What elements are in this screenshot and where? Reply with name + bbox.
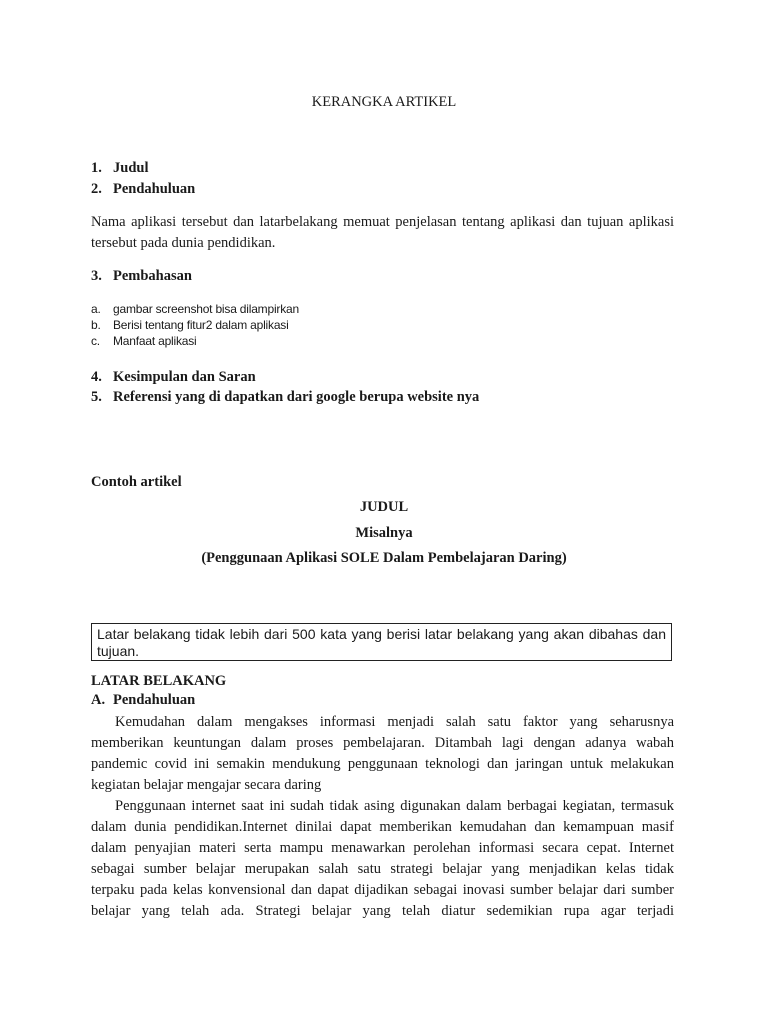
outline-label: Pendahuluan [113, 181, 196, 197]
paragraph-line: terpaku pada kelas konvensional dan dapat dijadikan sebagai inovasi sumber belajar dari sumber [91, 882, 674, 898]
example-misalnya: Misalnya [355, 525, 413, 541]
outline-item-judul [91, 160, 148, 177]
outline-number: 2. [91, 181, 102, 197]
paragraph-line: Kemudahan dalam mengakses informasi menjadi salah satu faktor yang seharusnya [115, 714, 674, 730]
intro-paragraph [91, 212, 674, 254]
paragraph-line: dalam dunia pendidikan.Internet dinilai dapat memberikan kemudahan dan kemampuan masif [91, 819, 674, 835]
outline-label: Judul [113, 160, 149, 176]
paragraph-line: Penggunaan internet saat ini sudah tidak asing digunakan dalam berbagai kegiatan, termasuk [115, 798, 674, 814]
sub-item [91, 302, 299, 316]
paragraph-line: belajar yang telah ada. Strategi belajar yang telah diatur sedemikian rupa agar terjadi [91, 903, 674, 919]
section-heading: LATAR BELAKANG [91, 673, 227, 689]
sub-item-text: Berisi tentang fitur2 dalam aplikasi [113, 318, 289, 332]
sub-item [91, 318, 289, 332]
paragraph-2 [91, 796, 674, 922]
outline-label: Pembahasan [113, 268, 192, 284]
paragraph-line: memberikan keuntungan dalam proses pembelajaran. Ditambah lagi dengan adanya wabah [91, 735, 674, 751]
paragraph-line: sebagai sumber belajar merupakan salah satu strategi belajar yang menjadikan kelas tidak [91, 861, 674, 877]
sub-item-letter: a. [91, 302, 101, 316]
outline-item-referensi [91, 389, 479, 406]
outline-number: 1. [91, 160, 102, 176]
subsection-letter: A. [91, 692, 106, 708]
subsection-title: Pendahuluan [113, 692, 196, 708]
outline-number: 5. [91, 389, 102, 405]
sub-item [91, 334, 197, 348]
note-line: Latar belakang tidak lebih dari 500 kata yang berisi latar belakang yang akan dibahas dan [97, 626, 666, 642]
outline-label: Referensi yang di dapatkan dari google berupa website nya [113, 389, 480, 405]
paragraph-1 [91, 712, 674, 796]
outline-number: 3. [91, 268, 102, 284]
sub-item-letter: b. [91, 318, 101, 332]
note-line: tujuan. [97, 643, 140, 659]
sub-item-text: gambar screenshot bisa dilampirkan [113, 302, 299, 316]
paragraph-line: tersebut pada dunia pendidikan. [91, 235, 276, 251]
example-subtitle: (Penggunaan Aplikasi SOLE Dalam Pembelajaran Daring) [201, 550, 567, 566]
paragraph-line: pandemic covid ini semakin mendukung penggunaan teknologi dan jaringan untuk melakukan [91, 756, 674, 772]
example-heading: Contoh artikel [91, 474, 182, 490]
paragraph-line: dalam penyajian materi serta mampu menawarkan perolehan informasi secara cepat. Internet [91, 840, 674, 856]
outline-label: Kesimpulan dan Saran [113, 369, 256, 385]
note-box [91, 623, 672, 661]
example-judul: JUDUL [359, 499, 409, 515]
sub-item-text: Manfaat aplikasi [113, 334, 197, 348]
paragraph-line: Nama aplikasi tersebut dan latarbelakang memuat penjelasan tentang aplikasi dan tujuan aplikasi [91, 214, 674, 230]
subsection-heading [91, 692, 195, 709]
outline-item-pembahasan [91, 268, 192, 285]
outline-number: 4. [91, 369, 102, 385]
paragraph-line: kegiatan belajar mengajar secara daring [91, 777, 322, 793]
outline-item-kesimpulan [91, 369, 256, 386]
outline-item-pendahuluan [91, 181, 195, 198]
sub-item-letter: c. [91, 334, 100, 348]
page-title: KERANGKA ARTIKEL [311, 94, 457, 110]
